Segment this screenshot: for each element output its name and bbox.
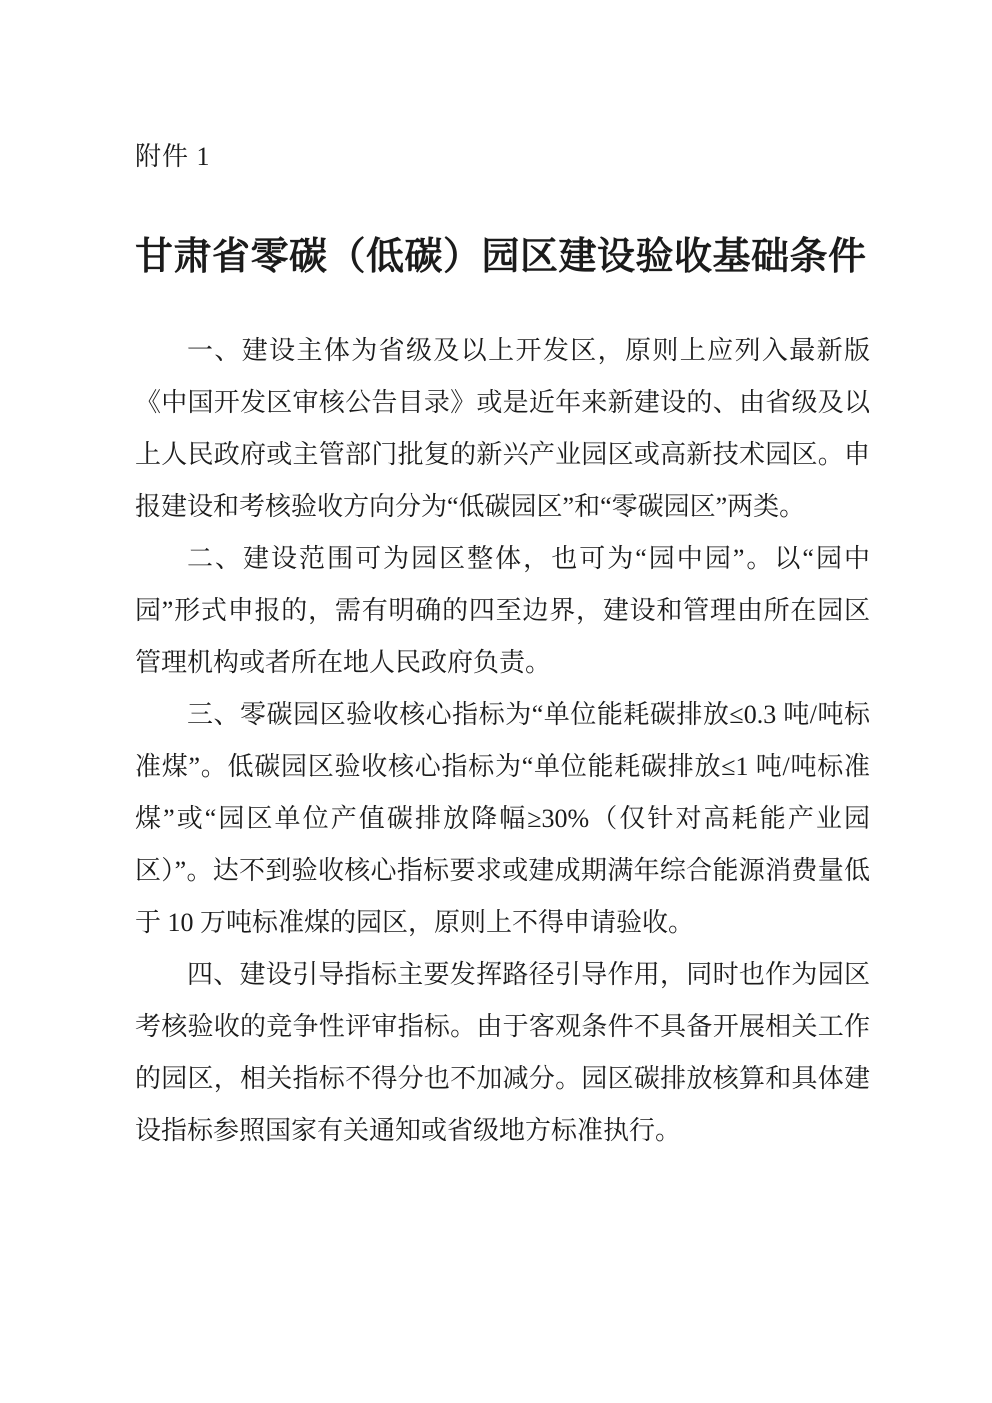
body-paragraph-2: 二、建设范围可为园区整体，也可为“园中园”。以“园中园”形式申报的，需有明确的四至边界，建设和管理由所在园区管理机构或者所在地人民政府负责。 [135,544,870,678]
body-paragraph-1: 一、建设主体为省级及以上开发区，原则上应列入最新版《中国开发区审核公告目录》或是近年来新建设的、由省级及以上人民政府或主管部门批复的新兴产业园区或高新技术园区。申报建设和考核验收方向分为“低碳园区”和“零碳园区”两类。 [135,336,870,522]
document-title: 甘肃省零碳（低碳）园区建设验收基础条件 [135,235,867,278]
body-paragraph-4: 四、建设引导指标主要发挥路径引导作用，同时也作为园区考核验收的竞争性评审指标。由于客观条件不具备开展相关工作的园区，相关指标不得分也不加减分。园区碳排放核算和具体建设指标参照国家有关通知或省级地方标准执行。 [135,960,870,1146]
attachment-label: 附件 1 [135,142,211,171]
body-paragraph-3: 三、零碳园区验收核心指标为“单位能耗碳排放≤0.3 吨/吨标准煤”。低碳园区验收核心指标为“单位能耗碳排放≤1 吨/吨标准煤”或“园区单位产值碳排放降幅≥30%（仅针对高耗能产业园区）”。达不到验收核心指标要求或建成期满年综合能源消费量低于 10 万吨标准煤的园区，原则上不得申请验收。 [135,700,870,938]
document-body [135,325,870,1157]
